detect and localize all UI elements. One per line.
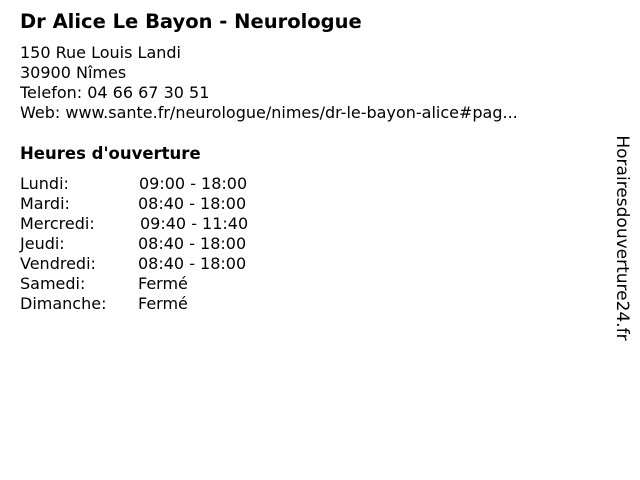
day-hours: 09:00 - 18:00 xyxy=(139,174,248,193)
day-label: Jeudi: xyxy=(20,234,65,253)
day-label: Mercredi: xyxy=(20,214,95,233)
day-label: Vendredi: xyxy=(20,254,96,273)
day-hours: Fermé xyxy=(138,274,188,293)
address-city: 30900 Nîmes xyxy=(20,63,127,82)
website-link[interactable]: Web: www.sante.fr/neurologue/nimes/dr-le-bayon-alice#pag... xyxy=(20,103,518,122)
page-title: Dr Alice Le Bayon - Neurologue xyxy=(20,10,362,33)
day-label: Mardi: xyxy=(20,194,70,213)
site-watermark: Horairesdouverture24.fr xyxy=(612,135,632,341)
day-label: Samedi: xyxy=(20,274,86,293)
address-street: 150 Rue Louis Landi xyxy=(20,43,181,62)
day-hours: 08:40 - 18:00 xyxy=(138,234,247,253)
day-hours: 08:40 - 18:00 xyxy=(138,194,247,213)
day-hours: 08:40 - 18:00 xyxy=(138,254,247,273)
phone-number: Telefon: 04 66 67 30 51 xyxy=(20,83,210,102)
day-hours: 09:40 - 11:40 xyxy=(140,214,249,233)
contact-info xyxy=(20,43,600,123)
day-label: Lundi: xyxy=(20,174,69,193)
opening-hours-heading: Heures d'ouverture xyxy=(20,144,201,163)
day-label: Dimanche: xyxy=(20,294,107,313)
day-hours: Fermé xyxy=(138,294,188,313)
